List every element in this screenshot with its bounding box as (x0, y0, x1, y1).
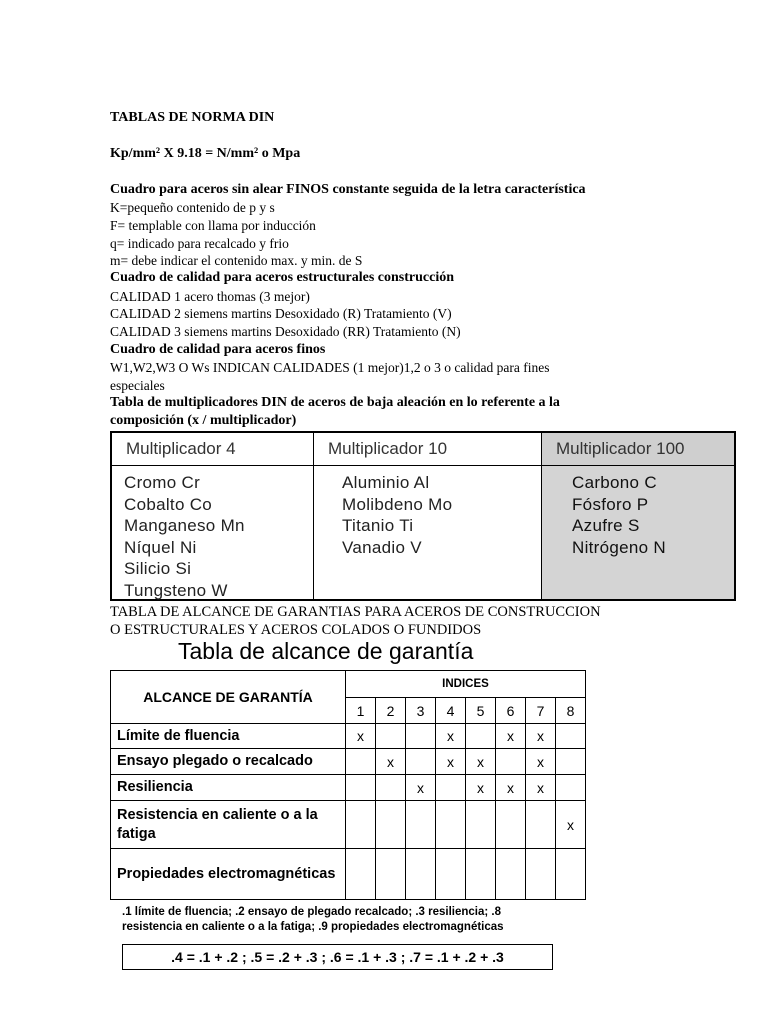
mult-column-10 (314, 433, 542, 599)
index-formula: .4 = .1 + .2 ; .5 = .2 + .3 ; .6 = .1 + .3 ; .7 = .1 + .2 + .3 (122, 944, 553, 970)
finos2-line: especiales (110, 378, 165, 393)
check-cell (346, 849, 376, 900)
check-cell (436, 801, 466, 849)
check-cell (436, 775, 466, 801)
table-row (111, 849, 586, 900)
mult-item: Níquel Ni (124, 537, 197, 557)
mult-item: Carbono C (572, 473, 657, 492)
check-cell: x (436, 749, 466, 775)
check-cell (556, 849, 586, 900)
mult-item: Cromo Cr (124, 473, 201, 492)
check-cell: x (526, 724, 556, 749)
index-cell: 8 (556, 698, 586, 724)
check-cell (556, 724, 586, 749)
check-cell: x (556, 801, 586, 849)
check-cell (376, 724, 406, 749)
check-cell (556, 749, 586, 775)
index-cell: 6 (496, 698, 526, 724)
conversion-formula: Kp/mm² X 9.18 = N/mm² o Mpa (110, 146, 301, 161)
mult-column-4 (112, 433, 314, 599)
mult-item: Nitrógeno N (572, 537, 667, 557)
check-cell: x (466, 775, 496, 801)
mult-item: Manganeso Mn (124, 516, 245, 535)
check-cell (376, 801, 406, 849)
index-cell: 2 (376, 698, 406, 724)
check-cell (496, 849, 526, 900)
row-label: Resistencia en caliente o a la fatiga (111, 801, 346, 849)
doc-title: TABLAS DE NORMA DIN (110, 110, 275, 125)
garantia-section-heading: O ESTRUCTURALES Y ACEROS COLADOS O FUNDIDOS (110, 622, 482, 638)
mult-item: Cobalto Co (124, 494, 213, 514)
check-cell: x (406, 775, 436, 801)
check-cell (346, 775, 376, 801)
finos-line: F= templable con llama por inducción (110, 218, 316, 233)
mult-item: Vanadio V (342, 537, 422, 557)
legend-line: .1 límite de fluencia; .2 ensayo de plegado recalcado; .3 resiliencia; .8 (122, 906, 502, 918)
index-cell: 7 (526, 698, 556, 724)
index-cell: 4 (436, 698, 466, 724)
mult-item: Azufre S (572, 516, 640, 535)
index-cell: 1 (346, 698, 376, 724)
mult-items (124, 472, 245, 601)
estruct-heading: Cuadro de calidad para aceros estructurales construcción (110, 270, 455, 285)
check-cell: x (466, 749, 496, 775)
mult-heading: Tabla de multiplicadores DIN de aceros de baja aleación en lo referente a la (110, 395, 560, 410)
check-cell (496, 749, 526, 775)
check-cell (346, 749, 376, 775)
estruct-line: CALIDAD 3 siemens martins Desoxidado (RR) Tratamiento (N) (110, 324, 461, 339)
legend-line: resistencia en caliente o a la fatiga; .9 propiedades electromagnéticas (122, 921, 504, 933)
check-cell (346, 801, 376, 849)
check-cell: x (526, 749, 556, 775)
check-cell (406, 801, 436, 849)
check-cell: x (496, 724, 526, 749)
table-row (111, 749, 586, 775)
mult-items (572, 472, 666, 558)
alcance-header: ALCANCE DE GARANTÍA (111, 671, 346, 724)
table-row (111, 775, 586, 801)
garantia-section-heading: TABLA DE ALCANCE DE GARANTIAS PARA ACEROS DE CONSTRUCCION (110, 604, 601, 620)
mult-item: Aluminio Al (342, 473, 430, 492)
check-cell (556, 775, 586, 801)
check-cell (376, 849, 406, 900)
mult-item: Silicio Si (124, 559, 192, 578)
index-cell: 5 (466, 698, 496, 724)
check-cell (376, 775, 406, 801)
row-label: Resiliencia (111, 775, 346, 801)
check-cell (466, 849, 496, 900)
check-cell: x (376, 749, 406, 775)
table-row (111, 801, 586, 849)
mult-heading: composición (x / multiplicador) (110, 413, 297, 428)
mult-header: Multiplicador 100 (542, 433, 734, 466)
check-cell: x (526, 775, 556, 801)
estruct-line: CALIDAD 2 siemens martins Desoxidado (R) Tratamiento (V) (110, 306, 452, 321)
estruct-line: CALIDAD 1 acero thomas (3 mejor) (110, 289, 310, 304)
check-cell (496, 801, 526, 849)
mult-item: Titanio Ti (342, 516, 414, 535)
finos-line: q= indicado para recalcado y frio (110, 236, 289, 251)
check-cell (406, 724, 436, 749)
table-row (111, 724, 586, 749)
check-cell (436, 849, 466, 900)
check-cell (466, 724, 496, 749)
garantia-table (110, 670, 586, 900)
finos2-heading: Cuadro de calidad para aceros finos (110, 342, 326, 357)
finos-heading: Cuadro para aceros sin alear FINOS constante seguida de la letra característica (110, 182, 586, 197)
check-cell (406, 749, 436, 775)
mult-header: Multiplicador 10 (314, 433, 541, 466)
check-cell (406, 849, 436, 900)
mult-items (342, 472, 452, 558)
finos-line: K=pequeño contenido de p y s (110, 200, 275, 215)
mult-column-100 (542, 433, 734, 599)
finos-line: m= debe indicar el contenido max. y min. de S (110, 253, 363, 268)
index-cell: 3 (406, 698, 436, 724)
mult-item: Tungsteno W (124, 580, 228, 600)
check-cell: x (436, 724, 466, 749)
mult-header: Multiplicador 4 (112, 433, 313, 466)
mult-item: Molibdeno Mo (342, 494, 453, 514)
row-label: Ensayo plegado o recalcado (111, 749, 346, 775)
check-cell (526, 849, 556, 900)
finos2-line: W1,W2,W3 O Ws INDICAN CALIDADES (1 mejor)1,2 o 3 o calidad para fines (110, 360, 550, 375)
indices-header: INDICES (346, 671, 586, 698)
mult-item: Fósforo P (572, 494, 649, 514)
row-label: Límite de fluencia (111, 724, 346, 749)
check-cell (526, 801, 556, 849)
check-cell: x (496, 775, 526, 801)
row-label: Propiedades electromagnéticas (111, 849, 346, 900)
multiplicador-table (110, 431, 736, 601)
garantia-legend (122, 905, 504, 935)
check-cell (466, 801, 496, 849)
check-cell: x (346, 724, 376, 749)
garantia-title: Tabla de alcance de garantía (178, 638, 474, 664)
